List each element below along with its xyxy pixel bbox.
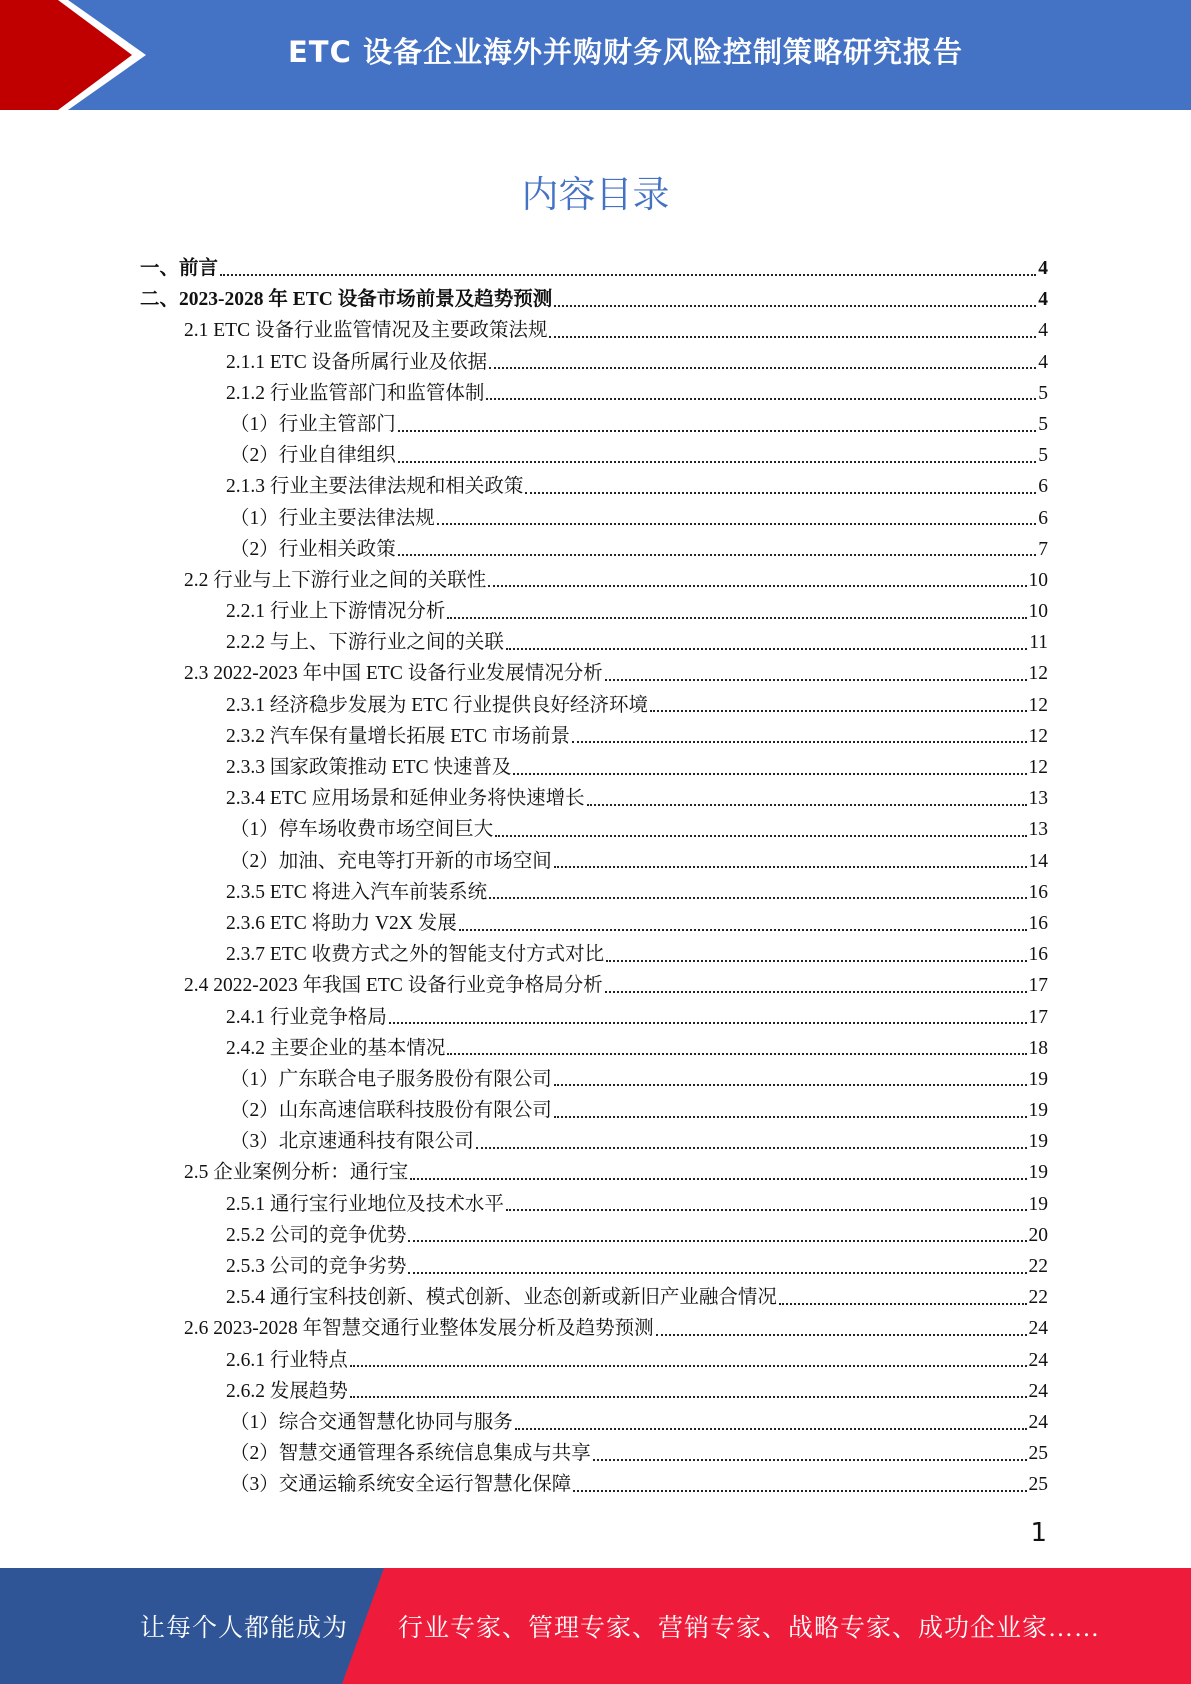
toc-entry[interactable]: [140, 939, 1048, 970]
toc-dot-leader: [220, 274, 1036, 276]
toc-entry-title: （2）山东高速信联科技股份有限公司: [230, 1100, 552, 1122]
toc-entry[interactable]: [140, 752, 1048, 783]
toc-dot-leader: [459, 929, 1027, 931]
toc-entry-title: 2.6 2023-2028 年智慧交通行业整体发展分析及趋势预测: [184, 1318, 654, 1340]
toc-entry[interactable]: [140, 409, 1048, 440]
toc-entry-title: （1）停车场收费市场空间巨大: [230, 819, 494, 841]
toc-dot-leader: [525, 492, 1036, 494]
toc-entry-title: 2.3.4 ETC 应用场景和延伸业务将快速增长: [226, 788, 585, 810]
toc-entry-page: 4: [1038, 258, 1048, 279]
toc-entry[interactable]: [140, 690, 1048, 721]
toc-entry-title: （2）加油、充电等打开新的市场空间: [230, 850, 552, 872]
toc-dot-leader: [476, 1147, 1027, 1149]
toc-entry[interactable]: [140, 1438, 1048, 1469]
toc-dot-leader: [350, 1396, 1027, 1398]
toc-entry-title: 2.6.2 发展趋势: [226, 1380, 348, 1402]
toc-dot-leader: [513, 773, 1026, 775]
toc-dot-leader: [489, 367, 1036, 369]
toc-dot-leader: [410, 1178, 1026, 1180]
toc-entry[interactable]: [140, 1376, 1048, 1407]
footer-band: [0, 1568, 1191, 1684]
toc-dot-leader: [389, 1022, 1027, 1024]
toc-dot-leader: [554, 1084, 1027, 1086]
toc-entry[interactable]: [140, 970, 1048, 1001]
toc-entry-page: 12: [1028, 663, 1048, 685]
toc-entry-page: 25: [1028, 1474, 1048, 1496]
toc-entry-title: 2.4.2 主要企业的基本情况: [226, 1037, 446, 1059]
toc-entry[interactable]: [140, 1407, 1048, 1438]
toc-entry-title: （3）北京速通科技有限公司: [230, 1131, 474, 1153]
toc-dot-leader: [447, 1053, 1026, 1055]
toc-entry-page: 13: [1028, 788, 1048, 810]
toc-dot-leader: [779, 1303, 1027, 1305]
toc-entry[interactable]: [140, 284, 1048, 315]
toc-dot-leader: [495, 835, 1026, 837]
toc-entry-page: 11: [1029, 632, 1048, 654]
toc-entry-page: 5: [1038, 445, 1048, 467]
footer-roles: 行业专家、管理专家、营销专家、战略专家、成功企业家……: [398, 1615, 1101, 1642]
toc-entry-page: 20: [1028, 1224, 1048, 1246]
toc-dot-leader: [554, 305, 1036, 307]
toc-entry-page: 4: [1038, 351, 1048, 373]
toc-entry-title: （2）智慧交通管理各系统信息集成与共享: [230, 1443, 591, 1465]
header-band: [0, 0, 1191, 110]
toc-entry-page: 16: [1028, 944, 1048, 966]
toc-entry-title: （1）广东联合电子服务股份有限公司: [230, 1068, 552, 1090]
toc-entry-title: 2.3.6 ETC 将助力 V2X 发展: [226, 912, 457, 934]
toc-entry[interactable]: [140, 814, 1048, 845]
toc-entry[interactable]: [140, 378, 1048, 409]
toc-entry-page: 12: [1028, 725, 1048, 747]
toc-dot-leader: [489, 897, 1026, 899]
table-of-contents: [140, 253, 1048, 1501]
toc-dot-leader: [398, 554, 1036, 556]
toc-entry-title: 2.1.3 行业主要法律法规和相关政策: [226, 476, 524, 498]
toc-dot-leader: [587, 804, 1027, 806]
toc-entry-page: 12: [1028, 694, 1048, 716]
toc-entry-title: 2.5 企业案例分析：通行宝: [184, 1162, 409, 1184]
toc-entry[interactable]: [140, 846, 1048, 877]
toc-entry-page: 25: [1028, 1443, 1048, 1465]
toc-entry-title: 2.4.1 行业竞争格局: [226, 1006, 387, 1028]
toc-entry-page: 19: [1028, 1100, 1048, 1122]
toc-entry-page: 10: [1028, 569, 1048, 591]
toc-entry-title: （1）综合交通智慧化协同与服务: [230, 1411, 513, 1433]
toc-entry[interactable]: [140, 315, 1048, 346]
toc-entry[interactable]: [140, 471, 1048, 502]
toc-dot-leader: [572, 741, 1027, 743]
toc-entry[interactable]: [140, 503, 1048, 534]
toc-entry-page: 5: [1038, 413, 1048, 435]
toc-entry-title: （2）行业相关政策: [230, 538, 396, 560]
toc-entry-title: 2.3.2 汽车保有量增长拓展 ETC 市场前景: [226, 725, 570, 747]
toc-entry[interactable]: [140, 1157, 1048, 1188]
toc-entry[interactable]: [140, 534, 1048, 565]
toc-entry-title: （3）交通运输系统安全运行智慧化保障: [230, 1474, 572, 1496]
toc-dot-leader: [488, 585, 1026, 587]
toc-entry-page: 17: [1028, 975, 1048, 997]
toc-entry-page: 17: [1028, 1006, 1048, 1028]
footer-slogan: 让每个人都能成为: [140, 1615, 349, 1642]
toc-entry-page: 19: [1028, 1068, 1048, 1090]
toc-entry[interactable]: [140, 1002, 1048, 1033]
toc-dot-leader: [549, 336, 1036, 338]
toc-dot-leader: [486, 398, 1036, 400]
toc-entry[interactable]: [140, 1313, 1048, 1344]
toc-entry-page: 22: [1028, 1256, 1048, 1277]
toc-entry[interactable]: [140, 1282, 1048, 1313]
toc-dot-leader: [656, 1334, 1027, 1336]
toc-entry[interactable]: [140, 1064, 1048, 1095]
toc-entry-page: 24: [1028, 1380, 1048, 1402]
toc-dot-leader: [605, 991, 1027, 993]
toc-dot-leader: [554, 866, 1027, 868]
toc-dot-leader: [408, 1240, 1026, 1242]
toc-entry[interactable]: [140, 440, 1048, 471]
toc-dot-leader: [437, 523, 1036, 525]
toc-entry-page: 18: [1028, 1037, 1048, 1059]
toc-entry-page: 24: [1028, 1318, 1048, 1340]
toc-entry[interactable]: [140, 565, 1048, 596]
toc-entry-page: 4: [1038, 289, 1048, 311]
toc-entry-title: 2.1 ETC 设备行业监管情况及主要政策法规: [184, 320, 548, 342]
toc-entry-page: 13: [1028, 819, 1048, 841]
toc-entry[interactable]: [140, 1189, 1048, 1220]
toc-dot-leader: [447, 617, 1026, 619]
toc-dot-leader: [605, 679, 1027, 681]
toc-entry-title: 2.4 2022-2023 年我国 ETC 设备行业竞争格局分析: [184, 975, 603, 997]
toc-entry[interactable]: [140, 1220, 1048, 1251]
toc-entry-title: （2）行业自律组织: [230, 445, 396, 467]
toc-entry-title: 2.2 行业与上下游行业之间的关联性: [184, 569, 487, 591]
toc-entry-title: 一、前言: [140, 258, 219, 279]
toc-entry-page: 22: [1028, 1287, 1048, 1309]
toc-dot-leader: [506, 648, 1027, 650]
toc-entry-page: 12: [1028, 757, 1048, 778]
toc-entry-page: 14: [1028, 850, 1048, 872]
toc-dot-leader: [398, 430, 1036, 432]
toc-entry[interactable]: [140, 783, 1048, 814]
toc-entry[interactable]: [140, 347, 1048, 378]
toc-entry-title: 2.3 2022-2023 年中国 ETC 设备行业发展情况分析: [184, 663, 603, 685]
toc-dot-leader: [408, 1272, 1026, 1274]
toc-entry-title: 2.3.5 ETC 将进入汽车前装系统: [226, 881, 488, 903]
toc-dot-leader: [506, 1209, 1027, 1211]
toc-entry-page: 6: [1038, 476, 1048, 498]
toc-entry-page: 5: [1038, 382, 1048, 404]
toc-entry-page: 16: [1028, 881, 1048, 903]
toc-entry-page: 16: [1028, 912, 1048, 934]
toc-entry-title: 2.3.1 经济稳步发展为 ETC 行业提供良好经济环境: [226, 694, 648, 716]
toc-entry-page: 19: [1028, 1193, 1048, 1215]
toc-entry-page: 24: [1028, 1349, 1048, 1371]
toc-entry[interactable]: [140, 1469, 1048, 1500]
toc-entry-title: （1）行业主管部门: [230, 413, 396, 435]
toc-entry[interactable]: [140, 1095, 1048, 1126]
toc-entry-title: （1）行业主要法律法规: [230, 507, 435, 529]
toc-entry[interactable]: [140, 908, 1048, 939]
report-title: ETC 设备企业海外并购财务风险控制策略研究报告: [288, 34, 963, 69]
toc-entry[interactable]: [140, 877, 1048, 908]
toc-entry[interactable]: [140, 658, 1048, 689]
toc-entry-title: 2.6.1 行业特点: [226, 1349, 348, 1371]
toc-dot-leader: [554, 1116, 1027, 1118]
toc-entry-page: 19: [1028, 1162, 1048, 1184]
toc-dot-leader: [650, 710, 1027, 712]
toc-entry[interactable]: [140, 721, 1048, 752]
toc-dot-leader: [398, 461, 1036, 463]
toc-entry-title: 2.3.7 ETC 收费方式之外的智能支付方式对比: [226, 944, 605, 966]
toc-dot-leader: [593, 1459, 1027, 1461]
page-number: 1: [1030, 1518, 1047, 1548]
toc-dot-leader: [350, 1365, 1027, 1367]
toc-entry[interactable]: [140, 1033, 1048, 1064]
toc-entry[interactable]: [140, 1126, 1048, 1157]
toc-entry-page: 24: [1028, 1411, 1048, 1433]
toc-entry[interactable]: [140, 627, 1048, 658]
toc-entry-title: 2.5.1 通行宝行业地位及技术水平: [226, 1193, 504, 1215]
toc-entry-page: 4: [1038, 320, 1048, 342]
toc-entry-title: 2.3.3 国家政策推动 ETC 快速普及: [226, 757, 512, 778]
toc-entry-title: 2.1.1 ETC 设备所属行业及依据: [226, 351, 488, 373]
toc-dot-leader: [606, 960, 1026, 962]
toc-entry-title: 2.2.1 行业上下游情况分析: [226, 601, 446, 623]
toc-entry[interactable]: [140, 1251, 1048, 1282]
toc-entry-page: 19: [1028, 1131, 1048, 1153]
toc-entry-page: 10: [1028, 601, 1048, 623]
toc-entry-title: 2.1.2 行业监管部门和监管体制: [226, 382, 485, 404]
toc-entry-title: 2.5.2 公司的竞争优势: [226, 1224, 407, 1246]
toc-entry-title: 2.5.4 通行宝科技创新、模式创新、业态创新或新旧产业融合情况: [226, 1287, 777, 1309]
toc-entry-title: 二、2023-2028 年 ETC 设备市场前景及趋势预测: [140, 289, 553, 311]
toc-entry-title: 2.2.2 与上、下游行业之间的关联: [226, 632, 504, 654]
toc-entry-title: 2.5.3 公司的竞争劣势: [226, 1256, 407, 1277]
toc-entry-page: 6: [1038, 507, 1048, 529]
toc-entry[interactable]: [140, 1345, 1048, 1376]
toc-dot-leader: [515, 1428, 1027, 1430]
toc-entry[interactable]: [140, 253, 1048, 284]
toc-heading: 内容目录: [521, 173, 670, 216]
toc-entry-page: 7: [1038, 538, 1048, 560]
toc-entry[interactable]: [140, 596, 1048, 627]
toc-dot-leader: [573, 1490, 1026, 1492]
